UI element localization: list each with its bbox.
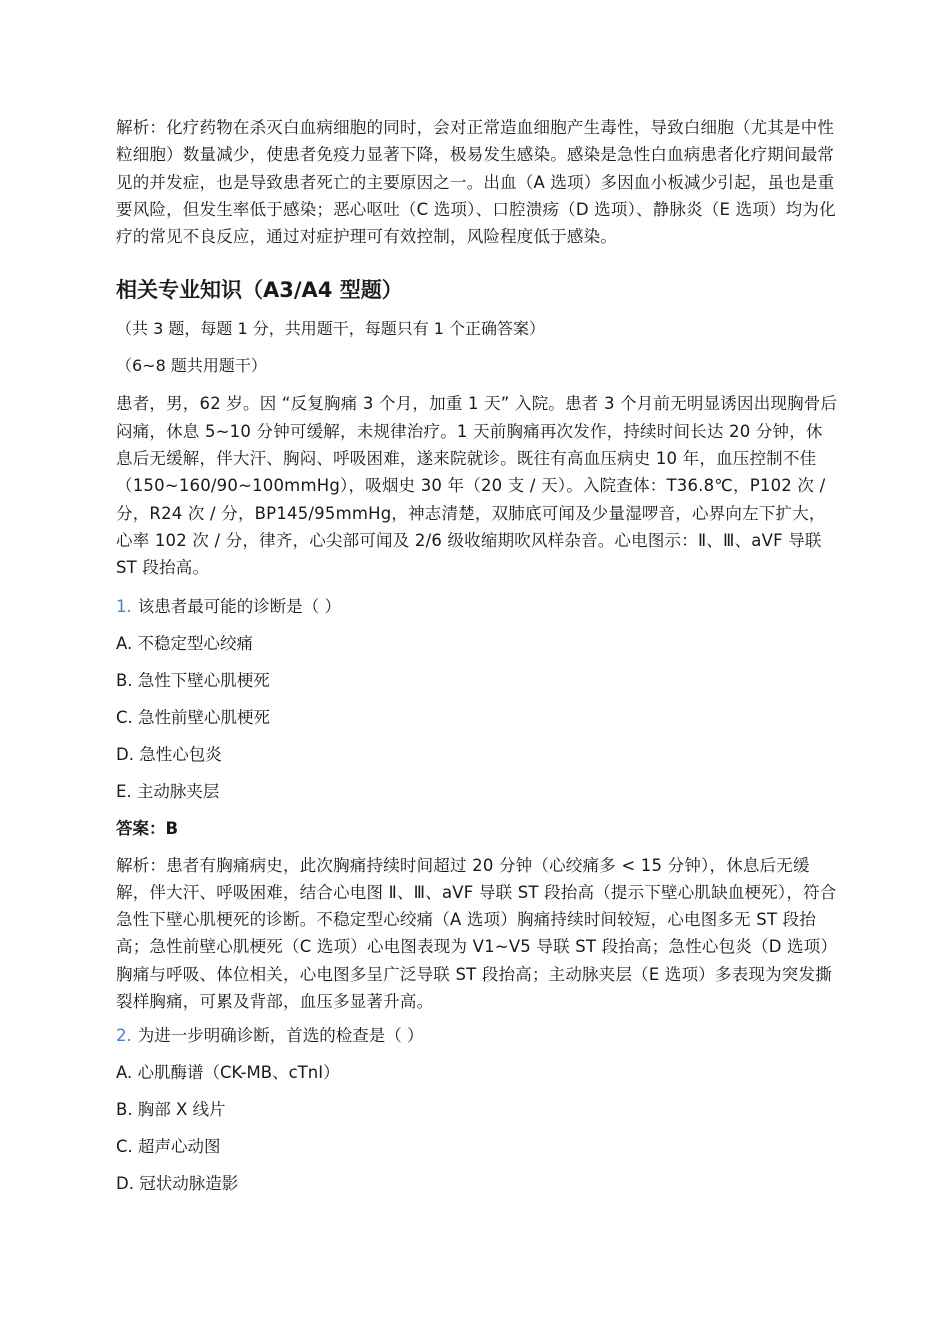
question-2-text: 为进一步明确诊断，首选的检查是（ ） [137, 1026, 424, 1046]
question-1-analysis: 解析：患者有胸痛病史，此次胸痛持续时间超过 20 分钟（心绞痛多 < 15 分钟），休息后无缓解，伴大汗、呼吸困难，结合心电图 Ⅱ、Ⅲ、aVF 导联 ST 段抬高（提示下壁心肌缺血梗死），符合急性下壁心肌梗死的诊断。不稳定型心绞痛（A 选项）胸痛持续时间较短，心电图多无 ST 段抬高；急性前壁心肌梗死（C 选项）心电图表现为 V1~V5 导联 ST 段抬高；急性心包炎（D 选项）胸痛与呼吸、体位相关，心电图多呈广泛导联 ST 段抬高；主动脉夹层（E 选项）多表现为突发撕裂样胸痛，可累及背部，血压多显著升高。 [116, 855, 838, 1012]
group-note: （6~8 题共用题干） [116, 356, 267, 376]
question-1-option-b: B. 急性下壁心肌梗死 [116, 670, 270, 690]
question-2 [116, 1025, 838, 1047]
section-title: 相关专业知识（A3/A4 型题） [116, 278, 403, 303]
question-2-option-d: D. 冠状动脉造影 [116, 1174, 239, 1194]
question-2-number: 2. [116, 1026, 132, 1046]
question-1-option-d: D. 急性心包炎 [116, 744, 222, 764]
question-stem: 患者，男，62 岁。因 “反复胸痛 3 个月，加重 1 天” 入院。患者 3 个月前无明显诱因出现胸骨后闷痛，休息 5~10 分钟可缓解，未规律治疗。1 天前胸痛再次发作，持续时间长达 20 分钟，休息后无缓解，伴大汗、胸闷、呼吸困难，遂来院就诊。既往有高血压病史 10 年，血压控制不佳（150~160/90~100mmHg），吸烟史 30 年（20 支 / 天）。入院查体：T36.8℃，P102 次 / 分，R24 次 / 分，BP145/95mmHg，神志清楚，双肺底可闻及少量湿啰音，心界向左下扩大，心率 102 次 / 分，律齐，心尖部可闻及 2/6 级收缩期吹风样杂音。心电图示：Ⅱ、Ⅲ、aVF 导联 ST 段抬高。 [116, 394, 838, 578]
intro-analysis: 解析：化疗药物在杀灭白血病细胞的同时，会对正常造血细胞产生毒性，导致白细胞（尤其是中性粒细胞）数量减少，使患者免疫力显著下降，极易发生感染。感染是急性白血病患者化疗期间最常见的并发症，也是导致患者死亡的主要原因之一。出血（A 选项）多因血小板减少引起，虽也是重要风险，但发生率低于感染；恶心呕吐（C 选项）、口腔溃疡（D 选项）、静脉炎（E 选项）均为化疗的常见不良反应，通过对症护理可有效控制，风险程度低于感染。 [116, 118, 836, 247]
question-1 [116, 596, 838, 618]
question-1-option-e: E. 主动脉夹层 [116, 781, 220, 801]
question-2-option-a: A. 心肌酶谱（CK-MB、cTnI） [116, 1063, 340, 1083]
question-1-option-c: C. 急性前壁心肌梗死 [116, 707, 271, 727]
question-1-text: 该患者最可能的诊断是（ ） [137, 596, 341, 616]
document-page [116, 114, 838, 1195]
question-2-option-b: B. 胸部 X 线片 [116, 1100, 226, 1120]
question-1-number: 1. [116, 596, 132, 616]
question-1-option-a: A. 不稳定型心绞痛 [116, 633, 253, 653]
question-2-option-c: C. 超声心动图 [116, 1137, 221, 1157]
question-1-answer: 答案：B [116, 818, 179, 838]
section-note: （共 3 题，每题 1 分，共用题干，每题只有 1 个正确答案） [116, 319, 546, 339]
